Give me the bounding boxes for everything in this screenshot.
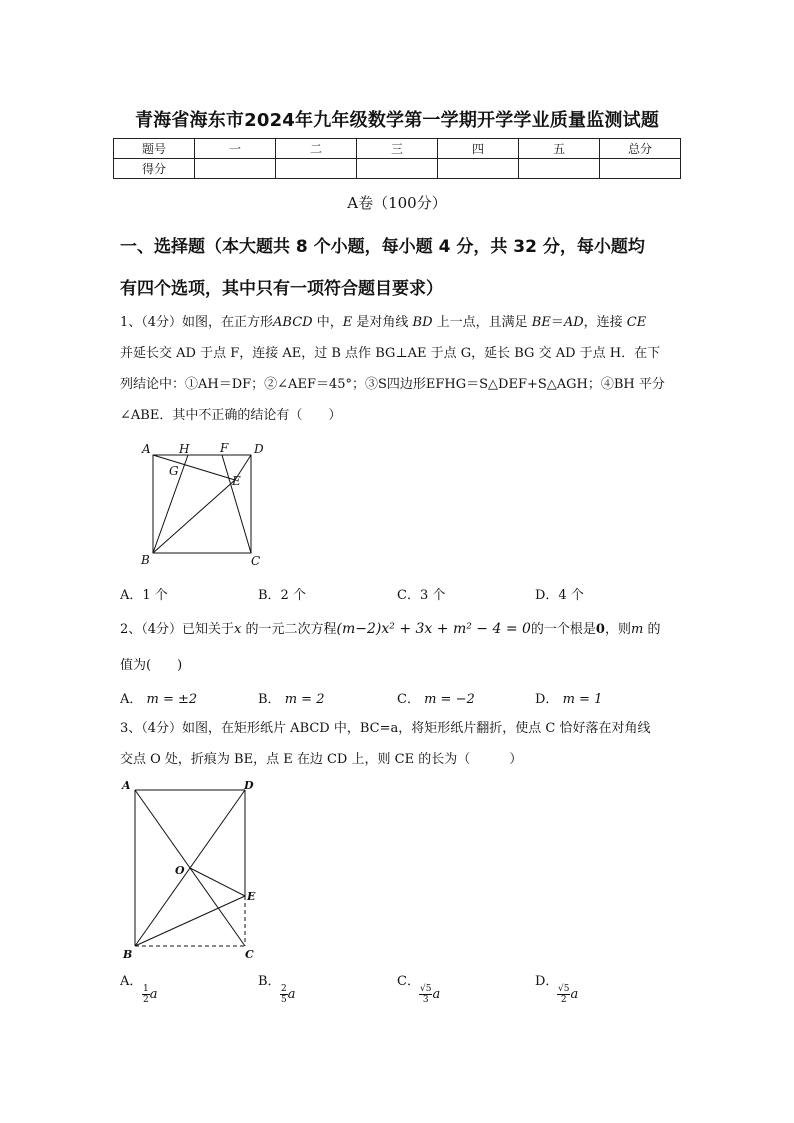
q1-text: 是对角线 [352, 315, 413, 330]
score-cell[interactable] [600, 159, 681, 179]
q1-line2: 并延长交 AD 于点 F，连接 AE，过 B 点作 BG⊥AE 于点 G，延长 BG 交 AD 于点 H．在下 [120, 346, 661, 361]
q2-line1 [120, 615, 680, 644]
score-table-score-row [114, 159, 681, 179]
q1-math: CE [626, 315, 647, 330]
q1-line3: 列结论中：①AH＝DF；②∠AEF＝45°；③S四边形EFHG＝S△DEF+S△AGH；④BH 平分 [120, 377, 665, 392]
variable-a: a [149, 987, 158, 1002]
q1-text: ＝ [550, 315, 564, 330]
fraction-denominator: 2 [560, 995, 567, 1005]
q1-line4: ∠ABE．其中不正确的结论有（ ） [120, 408, 342, 423]
q1-math: ABCD [273, 315, 313, 330]
score-table [113, 138, 681, 179]
q3-option-letter: A． [120, 974, 143, 989]
q1-option-d[interactable]: D．4 个 [535, 588, 584, 603]
q2-option-d[interactable] [535, 688, 602, 707]
score-table-header-cell: 五 [519, 139, 600, 159]
q3-option-b[interactable] [258, 970, 296, 1005]
page-title: 青海省海东市2024年九年级数学第一学期开学学业质量监测试题 [134, 110, 660, 131]
q2-option-letter: A． [120, 692, 143, 707]
score-table-header-row [114, 139, 681, 159]
fraction [419, 984, 432, 1005]
q3-label-o: O [175, 864, 185, 877]
q1-label-f: F [220, 441, 229, 455]
q3-option-value [419, 984, 440, 1005]
q3-label-c: C [245, 948, 254, 961]
q3-option-d[interactable] [535, 970, 579, 1005]
q2-option-letter: C． [397, 692, 420, 707]
q3-option-letter: C． [397, 974, 420, 989]
q1-math: E [342, 315, 353, 330]
score-cell[interactable] [438, 159, 519, 179]
q1-text: ，连接 [583, 315, 627, 330]
q3-option-letter: B． [258, 974, 281, 989]
q1-square-figure [138, 438, 268, 570]
q1-math: BD [412, 315, 433, 330]
fraction [142, 984, 150, 1005]
q3-label-e: E [247, 890, 256, 903]
q2-text: 2、（4分）已知关于 [120, 622, 235, 637]
fraction-denominator: 2 [143, 995, 149, 1005]
q2-option-c[interactable] [397, 688, 475, 707]
score-table-header-cell: 一 [195, 139, 276, 159]
score-cell[interactable] [195, 159, 276, 179]
q1-text: 1、（4分）如图，在正方形 [120, 315, 274, 330]
q3-option-value [557, 984, 578, 1005]
q1-label-b: B [141, 553, 150, 567]
q2-option-a[interactable] [120, 688, 197, 707]
q1-label-e: E [232, 474, 241, 488]
q2-text: 的 [643, 622, 661, 637]
q2-option-b[interactable] [258, 688, 324, 707]
q3-option-value [142, 984, 158, 1005]
q2-line2: 值为( ) [120, 658, 183, 673]
q3-line1: 3、（4分）如图，在矩形纸片 ABCD 中，BC=a，将矩形纸片翻折，使点 C 恰好落在对角线 [120, 721, 651, 736]
score-cell[interactable] [357, 159, 438, 179]
q1-label-d: D [254, 442, 264, 456]
q2-text: ，则 [604, 622, 631, 637]
fraction-numerator: 1 [143, 984, 149, 994]
q1-option-c[interactable]: C．3 个 [397, 588, 446, 603]
q2-zero: 0 [595, 622, 605, 637]
q1-math: BE [531, 315, 551, 330]
q1-label-g: G [169, 464, 179, 478]
q2-var-m: m [630, 622, 644, 637]
section-heading-line1: 一、选择题（本大题共 8 个小题，每小题 4 分，共 32 分，每小题均 [120, 237, 645, 257]
score-cell[interactable] [276, 159, 357, 179]
q1-label-h: H [179, 442, 190, 456]
fraction [280, 984, 288, 1005]
diagonal-bd [153, 480, 235, 553]
fraction-denominator: 3 [422, 995, 429, 1005]
q2-text: 的一个根是 [530, 622, 596, 637]
q2-option-value: m = −2 [424, 692, 475, 707]
q3-label-d: D [244, 779, 254, 792]
q1-text: 中， [312, 315, 343, 330]
q1-option-a[interactable]: A．1 个 [120, 588, 168, 603]
q1-option-b[interactable]: B．2 个 [258, 588, 306, 603]
q2-option-value: m = 2 [284, 692, 325, 707]
score-table-header-cell: 三 [357, 139, 438, 159]
section-heading-line2: 有四个选项，其中只有一项符合题目要求） [120, 279, 443, 299]
q3-option-letter: D． [535, 974, 559, 989]
q3-option-value [280, 984, 296, 1005]
line-cf [222, 455, 251, 553]
q1-line1 [120, 308, 680, 337]
q2-text: 的一元二次方程 [241, 622, 337, 637]
variable-a: a [287, 987, 296, 1002]
score-cell[interactable] [519, 159, 600, 179]
q1-math: AD [563, 315, 584, 330]
q3-option-a[interactable] [120, 970, 158, 1005]
q1-label-c: C [251, 554, 261, 568]
variable-a: a [570, 987, 579, 1002]
q3-label-b: B [123, 948, 133, 961]
paper-label: A卷（100分） [347, 194, 447, 212]
fraction-numerator: 2 [281, 984, 287, 994]
score-table-header-cell: 总分 [600, 139, 681, 159]
fraction-numerator: √5 [420, 984, 432, 994]
score-table-header-cell: 题号 [114, 139, 195, 159]
score-row-label: 得分 [114, 159, 195, 179]
score-table-header-cell: 二 [276, 139, 357, 159]
q2-equation: (m−2)x² + 3x + m² − 4 = 0 [336, 621, 531, 637]
q3-line2: 交点 O 处，折痕为 BE，点 E 在边 CD 上，则 CE 的长为（ ） [120, 752, 523, 767]
score-table-header-cell: 四 [438, 139, 519, 159]
q3-label-a: A [122, 779, 131, 792]
fraction-denominator: 5 [281, 995, 287, 1005]
q3-option-c[interactable] [397, 970, 441, 1005]
fraction [557, 984, 570, 1005]
q2-option-value: m = ±2 [146, 692, 198, 707]
q2-var-x: x [234, 622, 242, 637]
q1-label-a: A [142, 442, 151, 456]
fraction-numerator: √5 [558, 984, 570, 994]
q2-option-value: m = 1 [562, 692, 603, 707]
fold-be [135, 896, 245, 946]
variable-a: a [432, 987, 441, 1002]
q2-option-letter: D． [535, 692, 559, 707]
segment-oe [190, 868, 245, 896]
q3-rectangle-figure [118, 776, 268, 964]
q1-text: 上一点，且满足 [432, 315, 532, 330]
q2-option-letter: B． [258, 692, 281, 707]
